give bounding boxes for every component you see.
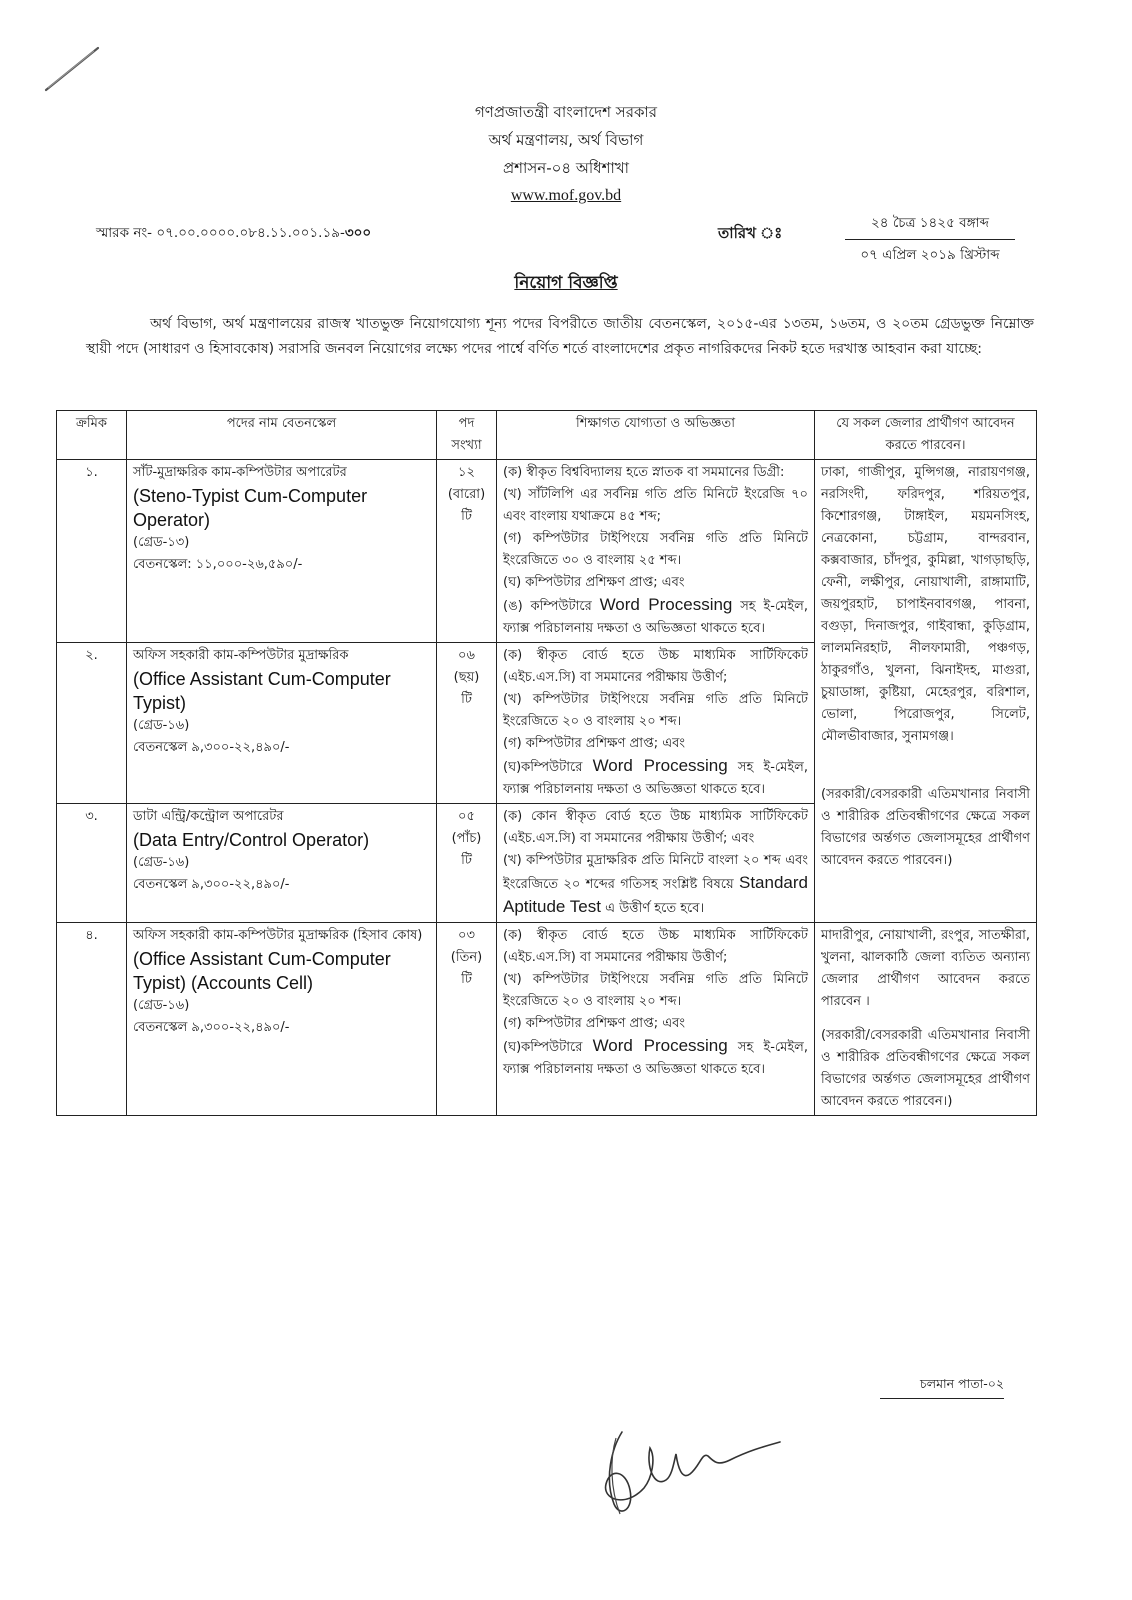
qualification-item: (ক) স্বীকৃত বোর্ড হতে উচ্চ মাধ্যমিক সার্টিফিকেট (এইচ.এস.সি) বা সমমানের পরীক্ষায় উত্তীর্ণ; bbox=[503, 928, 808, 965]
memo-number-value: ০৭.০০.০০০০.০৮৪.১১.০০১.১৯- bbox=[156, 225, 345, 241]
count-words: (পাঁচ) bbox=[451, 831, 482, 846]
count-number: ০৩ bbox=[458, 928, 475, 943]
row-serial: ৪. bbox=[57, 923, 127, 1116]
row-post bbox=[127, 643, 437, 804]
qualification-item: (গ) কম্পিউটার প্রশিক্ষণ প্রাপ্ত; এবং bbox=[503, 736, 685, 751]
website-link[interactable]: www.mof.gov.bd bbox=[510, 187, 622, 204]
memo-number-bold: ৩০০ bbox=[344, 225, 372, 241]
row-count bbox=[437, 643, 497, 804]
q-last-en: Word Processing bbox=[592, 756, 728, 775]
qualification-item-last bbox=[503, 594, 808, 640]
row-post bbox=[127, 923, 437, 1116]
count-unit: টি bbox=[461, 692, 472, 707]
post-name-en: (Steno-Typist Cum-Computer Operator) bbox=[133, 486, 368, 530]
count-number: ০৫ bbox=[458, 809, 475, 824]
q-last-prefix: (ঘ)কম্পিউটারে bbox=[503, 1040, 583, 1055]
count-words: (তিন) bbox=[450, 950, 483, 965]
count-number: ১২ bbox=[458, 465, 475, 480]
post-grade: (গ্রেড-১৩) bbox=[133, 535, 190, 550]
row-count bbox=[437, 804, 497, 923]
post-name-bn: অফিস সহকারী কাম-কম্পিউটার মুদ্রাক্ষরিক (হিসাব কোষ) bbox=[133, 928, 423, 943]
header-districts: যে সকল জেলার প্রার্থীগণ আবেদন করতে পারবেন। bbox=[815, 411, 1037, 460]
districts-list: ঢাকা, গাজীপুর, মুন্সিগঞ্জ, নারায়ণগঞ্জ, নরসিংদী, ফরিদপুর, শরিয়তপুর, কিশোরগঞ্জ, টাঙ্গাইল, ময়মনসিংহ, নেত্রকোনা, চট্টগ্রাম, বান্দরবান, কক্সবাজার, চাঁদপুর, কুমিল্লা, খাগড়াছড়ি, ফেনী, লক্ষীপুর, নোয়াখালী, রাঙ্গামাটি, জয়পুরহাট, চাপাইনবাবগঞ্জ, পাবনা, বগুড়া, দিনাজপুর, গাইবান্ধা, কুড়িগ্রাম, লালমনিরহাট, নীলফামারী, পঞ্চগড়, ঠাকুরগাঁও, খুলনা, ঝিনাইদহ, মাগুরা, চুয়াডাঙ্গা, কুষ্টিয়া, মেহেরপুর, বরিশাল, ভোলা, পিরোজপুর, সিলেট, মৌলভীবাজার, সুনামগঞ্জ। bbox=[821, 465, 1030, 744]
qualification-item: (ক) স্বীকৃত বিশ্ববিদ্যালয় হতে স্নাতক বা সমমানের ডিগ্রী: bbox=[503, 465, 785, 480]
header-count: পদ সংখ্যা bbox=[437, 411, 497, 460]
header-qualification: শিক্ষাগত যোগ্যতা ও অভিজ্ঞতা bbox=[497, 411, 815, 460]
qualification-item: (খ) কম্পিউটার টাইপিংয়ে সর্বনিম্ন গতি প্রতি মিনিটে ইংরেজিতে ২০ ও বাংলায় ২০ শব্দ। bbox=[503, 692, 808, 729]
date-block bbox=[845, 212, 1015, 267]
q-last-en: Word Processing bbox=[599, 595, 733, 614]
post-name-bn: ডাটা এন্ট্রি/কন্ট্রোল অপারেটর bbox=[133, 809, 284, 824]
notice-title-text: নিয়োগ বিজ্ঞপ্তি bbox=[514, 273, 618, 293]
districts-note: (সরকারী/বেসরকারী এতিমখানার নিবাসী ও শারীরিক প্রতিবন্ধীগণের ক্ষেত্রে সকল বিভাগের অর্ন্তগত জেলাসমূহের প্রার্থীগণ আবেদন করতে পারবেন।) bbox=[821, 1028, 1030, 1109]
post-name-en: (Office Assistant Cum-Computer Typist) bbox=[133, 669, 391, 713]
date-gregorian: ০৭ এপ্রিল ২০১৯ খ্রিস্টাব্দ bbox=[860, 247, 1000, 263]
count-unit: টি bbox=[461, 853, 472, 868]
post-name-en: (Office Assistant Cum-Computer Typist) (Accounts Cell) bbox=[133, 949, 391, 993]
q-last-suffix: এ উত্তীর্ণ হতে হবে। bbox=[605, 901, 705, 916]
qualification-item-last bbox=[503, 1035, 808, 1081]
count-words: (বারো) bbox=[447, 487, 486, 502]
government-name: গণপ্রজাতন্ত্রী বাংলাদেশ সরকার bbox=[474, 103, 658, 121]
row-post bbox=[127, 804, 437, 923]
q-last-suffix: সহ ই-মেইল, ফ্যাক্স পরিচালনায় দক্ষতা ও অভিজ্ঞতা থাকতে হবে। bbox=[503, 599, 808, 636]
row-qualification bbox=[497, 643, 815, 804]
qualification-item: (গ) কম্পিউটার প্রশিক্ষণ প্রাপ্ত; এবং bbox=[503, 1016, 685, 1031]
post-name-bn: সাঁট-মুদ্রাক্ষরিক কাম-কম্পিউটার অপারেটর bbox=[133, 465, 347, 480]
qualification-item: (খ) কম্পিউটার টাইপিংয়ে সর্বনিম্ন গতি প্রতি মিনিটে ইংরেজিতে ২০ ও বাংলায় ২০ শব্দ। bbox=[503, 972, 808, 1009]
post-name-bn: অফিস সহকারী কাম-কম্পিউটার মুদ্রাক্ষরিক bbox=[133, 648, 349, 663]
count-words: (ছয়) bbox=[453, 670, 480, 685]
post-scale: বেতনস্কেল ৯,৩০০-২২,৪৯০/- bbox=[133, 1020, 290, 1035]
row-qualification bbox=[497, 923, 815, 1116]
signature-mark bbox=[590, 1418, 790, 1528]
q-last-prefix: (ঙ) কম্পিউটারে bbox=[503, 599, 592, 614]
q-last-prefix: (খ) কম্পিউটার মুদ্রাক্ষরিক প্রতি মিনিটে বাংলা ২০ শব্দ এবং ইংরেজিতে ২০ শব্দের গতিসহ সংশ্লিষ্ট বিষয়ে bbox=[503, 853, 808, 892]
row-serial: ১. bbox=[57, 460, 127, 643]
post-grade: (গ্রেড-১৬) bbox=[133, 998, 190, 1013]
q-last-suffix: সহ ই-মেইল, ফ্যাক্স পরিচালনায় দক্ষতা ও অভিজ্ঞতা থাকতে হবে। bbox=[503, 1040, 808, 1077]
districts-group-1 bbox=[815, 460, 1037, 923]
post-scale: বেতনস্কেল: ১১,০০০-২৬,৫৯০/- bbox=[133, 557, 303, 572]
table-header-row bbox=[57, 411, 1037, 460]
continued-page-note: চলমান পাতা-০২ bbox=[880, 1376, 1004, 1399]
post-scale: বেতনস্কেল ৯,৩০০-২২,৪৯০/- bbox=[133, 877, 290, 892]
post-grade: (গ্রেড-১৬) bbox=[133, 855, 190, 870]
letterhead bbox=[0, 98, 1132, 210]
ministry-name: অর্থ মন্ত্রণালয়, অর্থ বিভাগ bbox=[488, 131, 644, 149]
posts-table bbox=[56, 410, 1037, 1116]
q-last-en: Standard Aptitude Test bbox=[503, 873, 808, 916]
memo-label: স্মারক নং- bbox=[96, 225, 153, 241]
qualification-item: (খ) সাঁটলিপি এর সর্বনিম্ন গতি প্রতি মিনিটে ইংরেজি ৭০ এবং বাংলায় যথাক্রমে ৪৫ শব্দ; bbox=[503, 487, 808, 524]
row-qualification bbox=[497, 460, 815, 643]
row-count bbox=[437, 460, 497, 643]
date-bangla: ২৪ চৈত্র ১৪২৫ বঙ্গাব্দ bbox=[845, 212, 1015, 240]
table-row bbox=[57, 923, 1037, 1116]
header-post: পদের নাম বেতনস্কেল bbox=[127, 411, 437, 460]
row-serial: ২. bbox=[57, 643, 127, 804]
qualification-item: (ঘ) কম্পিউটার প্রশিক্ষণ প্রাপ্ত; এবং bbox=[503, 575, 685, 590]
pen-stroke-mark bbox=[44, 44, 104, 94]
count-unit: টি bbox=[461, 509, 472, 524]
qualification-item-last bbox=[503, 755, 808, 801]
districts-list: মাদারীপুর, নোয়াখালী, রংপুর, সাতক্ষীরা, খুলনা, ঝালকাঠি জেলা ব্যতিত অন্যান্য জেলার প্রার্থীগণ আবেদন করতে পারবেন । bbox=[821, 928, 1030, 1009]
row-qualification bbox=[497, 804, 815, 923]
intro-paragraph: অর্থ বিভাগ, অর্থ মন্ত্রণালয়ের রাজস্ব খাতভুক্ত নিয়োগযোগ্য শূন্য পদের বিপরীতে জাতীয় বেতনস্কেল, ২০১৫-এর ১৩তম, ১৬তম, ও ২০তম গ্রেডভুক্ত নিম্নোক্ত স্থায়ী পদে (সাধারণ ও হিসাবকোষ) সরাসরি জনবল নিয়োগের লক্ষ্যে পদের পার্শ্বে বর্ণিত শর্তে বাংলাদেশের প্রকৃত নাগরিকদের নিকট হতে দরখাস্ত আহবান করা যাচ্ছে: bbox=[86, 316, 1034, 357]
districts-note: (সরকারী/বেসরকারী এতিমখানার নিবাসী ও শারীরিক প্রতিবন্ধীগণের ক্ষেত্রে সকল বিভাগের অর্ন্তগত জেলাসমূহের প্রার্থীগণ আবেদন করতে পারবেন।) bbox=[821, 787, 1030, 868]
qualification-item: (ক) স্বীকৃত বোর্ড হতে উচ্চ মাধ্যমিক সার্টিফিকেট (এইচ.এস.সি) বা সমমানের পরীক্ষায় উত্তীর্ণ; bbox=[503, 648, 808, 685]
notice-title bbox=[0, 270, 1132, 298]
q-last-suffix: সহ ই-মেইল, ফ্যাক্স পরিচালনায় দক্ষতা ও অভিজ্ঞতা থাকতে হবে। bbox=[503, 760, 808, 797]
row-post bbox=[127, 460, 437, 643]
section-name: প্রশাসন-০৪ অধিশাখা bbox=[502, 159, 630, 177]
post-scale: বেতনস্কেল ৯,৩০০-২২,৪৯০/- bbox=[133, 740, 290, 755]
date-label: তারিখ ঃ bbox=[718, 224, 783, 242]
count-number: ০৬ bbox=[458, 648, 475, 663]
q-last-en: Word Processing bbox=[592, 1036, 728, 1055]
qualification-item: (ক) কোন স্বীকৃত বোর্ড হতে উচ্চ মাধ্যমিক সার্টিফিকেট (এইচ.এস.সি) বা সমমানের পরীক্ষায় উত্তীর্ণ; এবং bbox=[503, 809, 808, 846]
row-count bbox=[437, 923, 497, 1116]
memo-number bbox=[96, 222, 371, 245]
post-grade: (গ্রেড-১৬) bbox=[133, 718, 190, 733]
count-unit: টি bbox=[461, 972, 472, 987]
header-serial: ক্রমিক bbox=[57, 411, 127, 460]
districts-group-2 bbox=[815, 923, 1037, 1116]
post-name-en: (Data Entry/Control Operator) bbox=[133, 830, 370, 850]
qualification-item-last bbox=[503, 850, 808, 920]
table-row bbox=[57, 460, 1037, 643]
qualification-item: (গ) কম্পিউটার টাইপিংয়ে সর্বনিম্ন গতি প্রতি মিনিটে ইংরেজিতে ৩০ ও বাংলায় ২৫ শব্দ। bbox=[503, 531, 808, 568]
row-serial: ৩. bbox=[57, 804, 127, 923]
q-last-prefix: (ঘ)কম্পিউটারে bbox=[503, 760, 583, 775]
